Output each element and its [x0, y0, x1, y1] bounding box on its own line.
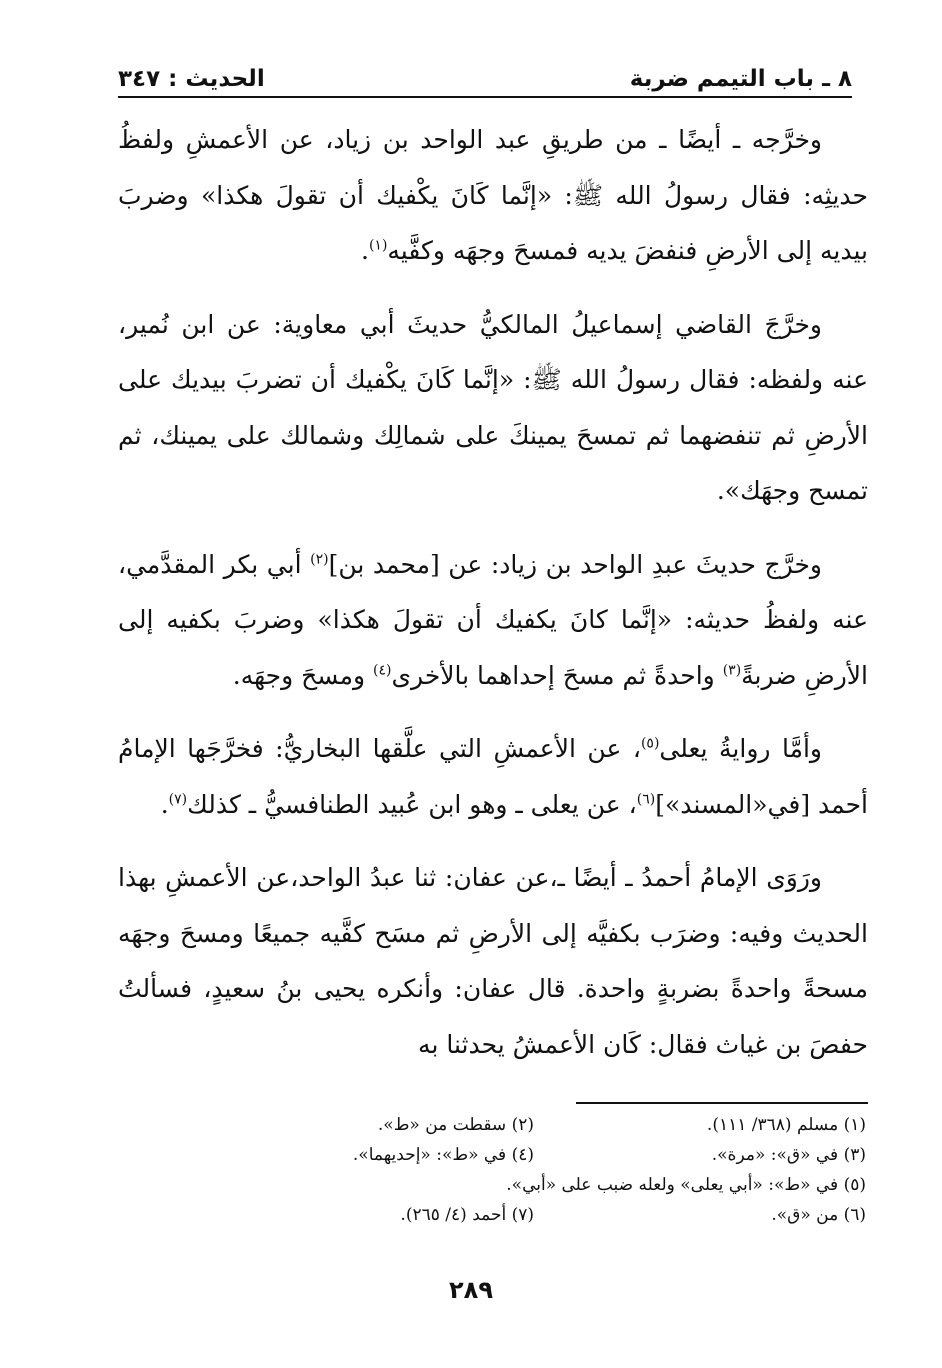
footnote-row	[118, 1140, 866, 1170]
paragraph-5: ورَوَى الإمامُ أحمدُ ـ أيضًا ـ،عن عفان: ثنا عبدُ الواحد،عن الأعمشِ بهذا الحديث وفيه: وضرَب بكفيَّه إلى الأرضِ ثم مسَح كفَّيه جميعًا ومسحَ وجهَه مسحةً واحدةً بضربةٍ واحدة. قال عفان: وأنكره يحيى بنُ سعيدٍ، فسألتُ حفصَ بن غياث فقال: كَان الأعمشُ يحدثنا به	[118, 863, 868, 1059]
footnote-ref-1: (١)	[368, 237, 388, 254]
footnote-ref-6: (٦)	[636, 791, 656, 808]
paragraph-3: وخرَّج حديثَ عبدِ الواحد بن زياد: عن [محمد بن]$^{(٢)}$ أبي بكر المقدَّمي، عنه ولفظُ حديثه: «إنَّما كانَ يكفيك أن تقولَ هكذا» وضربَ بكفيه إلى الأرضِ ضربةً$^{(٣)}$ واحدةً ثم مسحَ إحداهما بالأخرى$^{(٤)}$ ومسحَ وجهَه.	[118, 549, 868, 690]
footnote-2: (٢) سقطت من «ط».	[377, 1115, 534, 1135]
paragraph-4: وأمَّا روايةُ يعلى$^{(٥)}$، عن الأعمشِ التي علَّقها البخاريُّ: فخرَّجَها الإمامُ أحمد [في«المسند»]$^{(٦)}$، عن يعلى ـ وهو ابن عُبيد الطنافسيُّ ـ كذلك$^{(٧)}$.	[118, 734, 868, 819]
page-number: ٢٨٩	[449, 1276, 493, 1304]
footnote-5: (٥) في «ط»: «أبي يعلى» ولعله ضبب على «أبي».	[506, 1175, 866, 1195]
running-header	[118, 52, 852, 98]
footnote-separator	[576, 1102, 868, 1104]
footnote-row	[118, 1110, 866, 1140]
footnote-row	[118, 1170, 866, 1200]
footnote-4: (٤) في «ط»: «إحديهما».	[352, 1145, 534, 1165]
paragraph-2: وخرَّجَ القاضي إسماعيلُ المالكيُّ حديثَ أبي معاوية: عن ابن نُمير، عنه ولفظه: فقال رسولُ الله ﷺ: «إنَّما كَانَ يكْفيك أن تضربَ بيديك على الأرضِ ثم تنفضهما ثم تمسحَ يمينكَ على شمالِك وشمالك على يمينك، ثم تمسح وجهَك».	[118, 309, 868, 505]
footnotes	[118, 1110, 866, 1230]
footnote-ref-5: (٥)	[640, 735, 660, 752]
footnote-ref-4: (٤)	[372, 662, 392, 679]
footnote-6: (٦) من «ق».	[771, 1205, 866, 1225]
footnote-row	[118, 1200, 866, 1230]
chapter-title: ٨ ـ باب التيمم ضربة	[629, 66, 852, 92]
footnote-1: (١) مسلم (٣٦٨/ ١١١).	[706, 1115, 866, 1135]
footnote-ref-2: (٢)	[310, 551, 329, 568]
footnote-3: (٣) في «ق»: «مرة».	[711, 1145, 866, 1165]
paragraph-1: وخرَّجه ـ أيضًا ـ من طريقِ عبد الواحد بن زياد، عن الأعمشِ ولفظُ حديثِه: فقال رسولُ الله ﷺ: «إنَّما كَانَ يكْفيك أن تقولَ هكذا» وضربَ بيديه إلى الأرضِ فنفضَ يديه فمسحَ وجهَه وكفَّيه$^{(١)}$.	[118, 125, 868, 265]
hadith-number: الحديث : ٣٤٧	[118, 66, 265, 92]
footnote-7: (٧) أحمد (٤/ ٢٦٥).	[400, 1205, 534, 1225]
footnote-ref-3: (٣)	[722, 662, 742, 679]
footnote-ref-7: (٧)	[168, 791, 188, 808]
main-text	[118, 112, 868, 1090]
